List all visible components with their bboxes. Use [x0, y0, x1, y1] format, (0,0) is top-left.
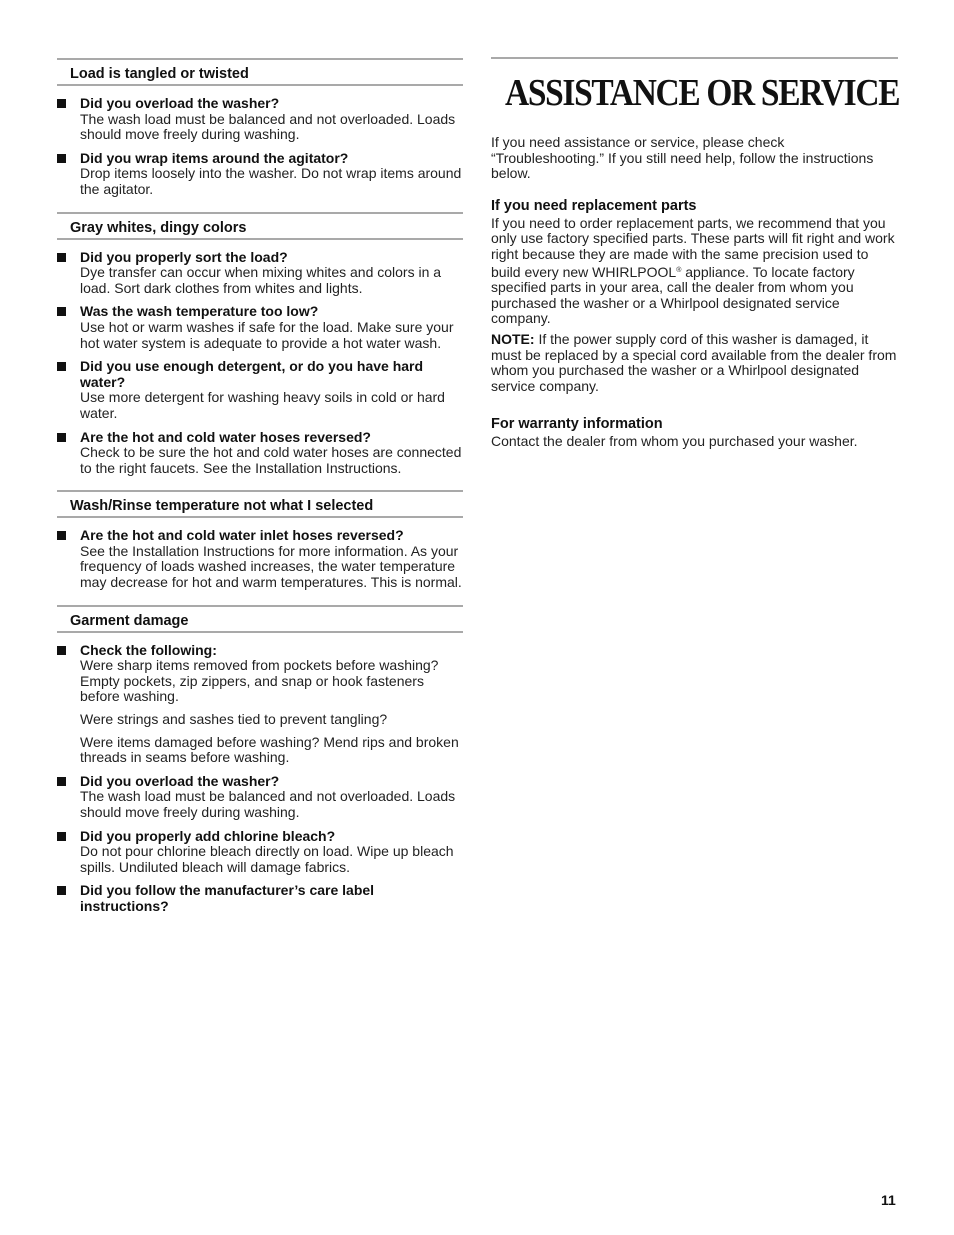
square-bullet-icon — [57, 433, 66, 442]
square-bullet-icon — [57, 646, 66, 655]
troubleshooting-column — [57, 58, 463, 929]
note-text: If the power supply cord of this washer is damaged, it must be replaced by a special cord available from the dealer from whom you purchased the washer or a Whirlpool designated service company. — [491, 330, 897, 394]
page-number: 11 — [881, 1192, 896, 1208]
item-extra-paragraph: Were strings and sashes tied to prevent tangling? — [80, 711, 388, 728]
list-item — [57, 643, 463, 766]
list-item — [57, 250, 463, 297]
square-bullet-icon — [57, 832, 66, 841]
registered-mark: ® — [676, 266, 682, 274]
item-answer: Use more detergent for washing heavy soils in cold or hard water. — [80, 389, 445, 421]
section-header: Garment damage — [57, 605, 463, 633]
item-question: Did you wrap items around the agitator? — [80, 149, 349, 166]
item-answer: The wash load must be balanced and not overloaded. Loads should move freely during washing. — [80, 110, 456, 143]
item-answer: Use hot or warm washes if safe for the load. Make sure your hot water system is adequate to provide a hot water wash. — [80, 318, 454, 351]
item-answer: Were sharp items removed from pockets before washing? Empty pockets, zip zippers, and snap or hook fasteners before washing. — [80, 657, 439, 705]
list-item — [57, 430, 463, 477]
note-paragraph — [491, 332, 898, 394]
item-answer: See the Installation Instructions for more information. As your frequency of loads washed increases, the water temperature may decrease for hot and warm temperatures. This is normal. — [80, 542, 462, 591]
warranty-heading: For warranty information — [491, 416, 663, 433]
square-bullet-icon — [57, 777, 66, 786]
section-list — [57, 240, 463, 491]
list-item — [57, 151, 463, 198]
section-header: Wash/Rinse temperature not what I selected — [57, 490, 463, 518]
item-answer: The wash load must be balanced and not overloaded. Loads should move freely during washing. — [80, 788, 456, 820]
square-bullet-icon — [57, 362, 66, 371]
item-question: Did you properly add chlorine bleach? — [80, 827, 336, 844]
square-bullet-icon — [57, 99, 66, 108]
square-bullet-icon — [57, 154, 66, 163]
section-header: Load is tangled or twisted — [57, 58, 463, 86]
assistance-column — [491, 57, 898, 450]
item-extra-paragraph: Were items damaged before washing? Mend rips and broken threads in seams before washing. — [80, 733, 459, 766]
square-bullet-icon — [57, 886, 66, 895]
list-item — [57, 359, 463, 421]
section-list — [57, 518, 463, 604]
item-question: Did you properly sort the load? — [80, 248, 288, 265]
list-item — [57, 774, 463, 821]
troubleshooting-sections — [57, 58, 463, 929]
item-question: Are the hot and cold water inlet hoses reversed? — [80, 527, 404, 544]
square-bullet-icon — [57, 307, 66, 316]
item-question: Are the hot and cold water hoses reversed? — [80, 428, 371, 445]
list-item — [57, 304, 463, 351]
replacement-parts-text-end: appliance. To locate factory specified parts in your area, call the dealer from whom you purchased the washer or a Whirlpool designated service company. — [491, 263, 855, 327]
title-rule — [491, 57, 898, 59]
item-answer: Check to be sure the hot and cold water hoses are connected to the right faucets. See the Installation Instructions. — [80, 444, 462, 476]
warranty-text: Contact the dealer from whom you purchased your washer. — [491, 433, 858, 450]
item-question: Was the wash temperature too low? — [80, 303, 319, 320]
section-list — [57, 633, 463, 929]
page-title: ASSISTANCE OR SERVICE — [505, 72, 900, 114]
item-answer: Do not pour chlorine bleach directly on load. Wipe up bleach spills. Undiluted bleach will damage fabrics. — [80, 843, 454, 875]
square-bullet-icon — [57, 253, 66, 262]
replacement-parts-heading: If you need replacement parts — [491, 197, 697, 214]
list-item — [57, 829, 463, 876]
section-list — [57, 86, 463, 212]
list-item — [57, 96, 463, 143]
item-question: Did you use enough detergent, or do you have hard water? — [80, 358, 424, 390]
item-question: Did you follow the manufacturer’s care label instructions? — [80, 882, 375, 914]
replacement-parts-text — [491, 216, 898, 327]
list-item — [57, 528, 463, 590]
item-answer: Drop items loosely into the washer. Do not wrap items around the agitator. — [80, 165, 462, 197]
replacement-parts-text-start: If you need to order replacement parts, we recommend that you only use factory specified parts. These parts will fit right and work right because they are made with the same precision used to build every new WHIRLPOOL — [491, 214, 895, 280]
item-question: Did you overload the washer? — [80, 95, 280, 111]
square-bullet-icon — [57, 531, 66, 540]
item-question: Did you overload the washer? — [80, 772, 280, 789]
item-answer: Dye transfer can occur when mixing whites and colors in a load. Sort dark clothes from whites and lights. — [80, 264, 442, 296]
item-question: Check the following: — [80, 641, 217, 658]
list-item — [57, 883, 463, 914]
note-label: NOTE: — [491, 330, 535, 347]
intro-text: If you need assistance or service, please check “Troubleshooting.” If you still need help, follow the instructions below. — [491, 134, 874, 182]
section-header: Gray whites, dingy colors — [57, 212, 463, 240]
